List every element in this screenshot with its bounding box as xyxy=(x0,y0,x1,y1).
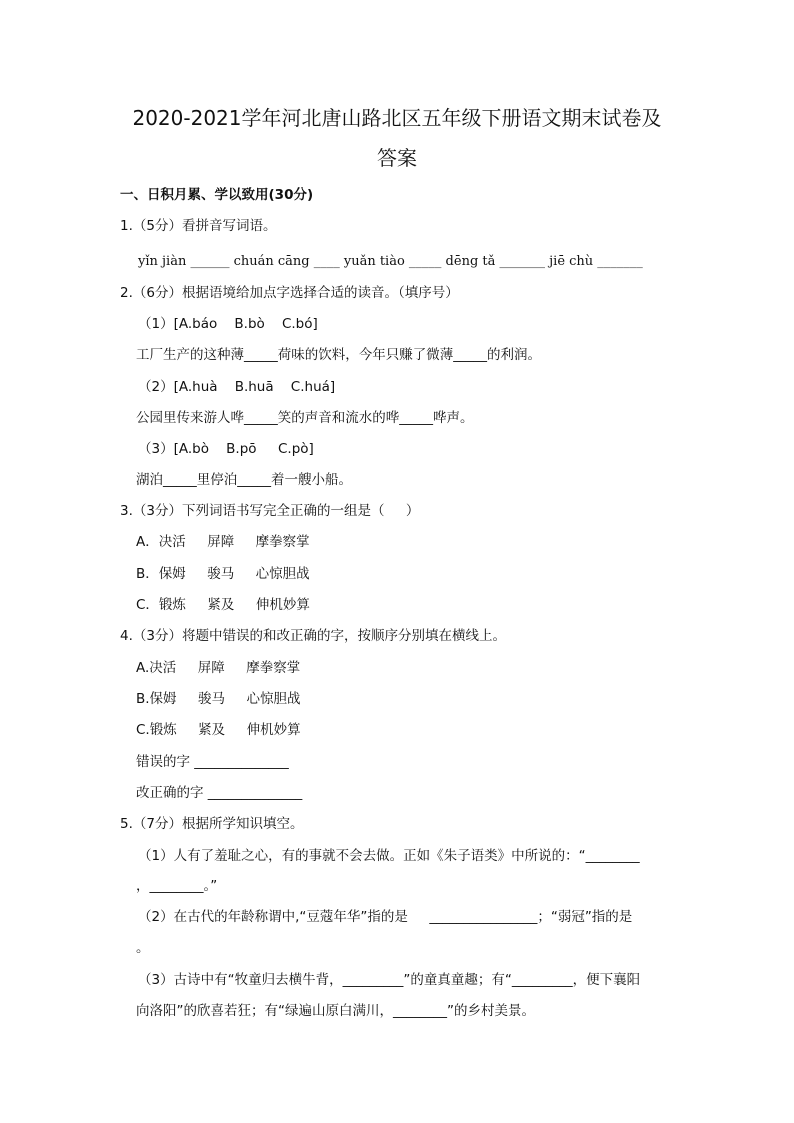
document-title-line2: 答案 xyxy=(377,146,417,170)
question-2-part2-text: 公园里传来游人哗_____笑的声音和流水的哗_____哗声。 xyxy=(136,410,474,426)
question-1-stem: 1.（5分）看拼音写词语。 xyxy=(120,218,277,234)
document-title-line1: 2020-2021学年河北唐山路北区五年级下册语文期末试卷及 xyxy=(132,106,662,130)
question-5-part1-line1: （1）人有了羞耻之心，有的事就不会去做。正如《朱子语类》中所说的：“________ xyxy=(138,848,640,864)
question-4-option-c: C.锻炼 紧及 伸机妙算 xyxy=(136,722,301,738)
question-1-pinyin: yǐn jiàn ______ chuán cāng ____ yuǎn tiào _____ dēng tǎ _______ jiē chù _______ xyxy=(138,254,643,269)
question-2-part1-options: （1）[A.báo B.bò C.bó] xyxy=(138,316,318,332)
question-5-part2-line1: （2）在古代的年龄称谓中,“豆蔻年华”指的是 ________________；“弱冠”指的是 xyxy=(138,909,633,925)
question-2-part3-text: 湖泊_____里停泊_____着一艘小船。 xyxy=(136,472,352,488)
question-5-stem: 5.（7分）根据所学知识填空。 xyxy=(120,816,304,832)
question-4-stem: 4.（3分）将题中错误的和改正确的字，按顺序分别填在横线上。 xyxy=(120,628,506,644)
question-5-part2-line2: 。 xyxy=(136,940,150,956)
question-5-part3-line2: 向洛阳”的欣喜若狂；有“绿遍山原白满川，________”的乡村美景。 xyxy=(136,1003,535,1019)
question-4-correct-chars: 改正确的字 ______________ xyxy=(136,785,303,801)
section-heading: 一、日积月累、学以致用(30分) xyxy=(120,187,314,203)
question-4-option-b: B.保姆 骏马 心惊胆战 xyxy=(136,691,301,707)
question-3-option-c: C．锻炼 紧及 伸机妙算 xyxy=(136,597,310,613)
question-2-part2-options: （2）[A.huà B.huā C.huá] xyxy=(138,379,336,395)
question-2-part1-text: 工厂生产的这种薄_____荷味的饮料，今年只赚了微薄_____的利润。 xyxy=(136,347,541,363)
question-5-part3-line1: （3）古诗中有“牧童归去横牛背，_________”的童真童趣；有“_________，便下襄阳 xyxy=(138,972,641,988)
question-3-option-a: A．决活 屏障 摩拳察掌 xyxy=(136,534,310,550)
question-2-stem: 2.（6分）根据语境给加点字选择合适的读音。（填序号） xyxy=(120,285,459,301)
question-3-stem: 3.（3分）下列词语书写完全正确的一组是（ ） xyxy=(120,503,420,519)
question-4-wrong-chars: 错误的字 ______________ xyxy=(136,754,289,770)
question-2-part3-options: （3）[A.bò B.pō C.pò] xyxy=(138,441,314,457)
question-4-option-a: A.决活 屏障 摩拳察掌 xyxy=(136,660,301,676)
question-3-option-b: B．保姆 骏马 心惊胆战 xyxy=(136,566,310,582)
question-5-part1-line2: ，________。” xyxy=(136,878,218,894)
